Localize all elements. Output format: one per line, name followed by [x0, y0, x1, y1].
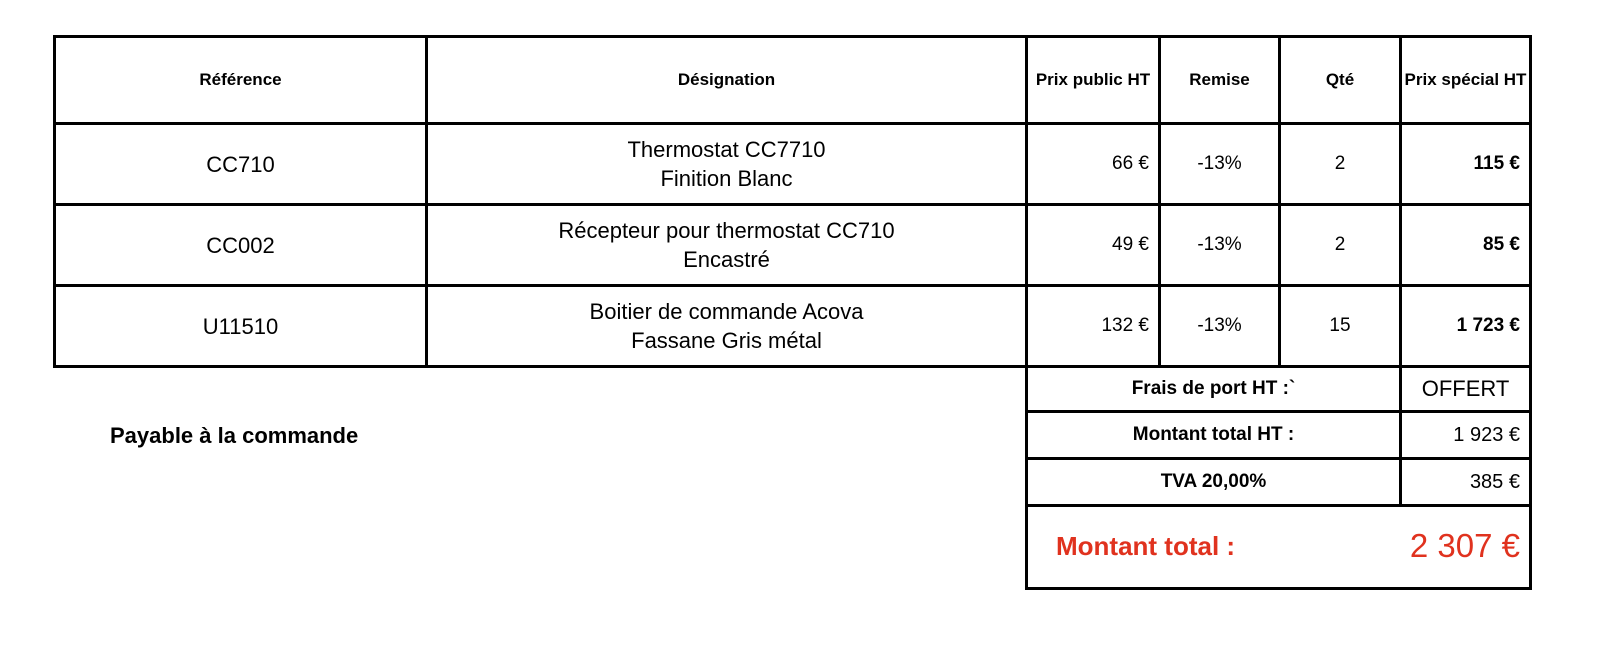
row-prix-public: 49 €	[1112, 234, 1149, 255]
header-prix-public: Prix public HT	[1035, 70, 1151, 89]
payment-note: Payable à la commande	[110, 423, 359, 448]
header-remise: Remise	[1189, 70, 1250, 89]
header-designation: Désignation	[677, 70, 776, 89]
row-designation-line1: Récepteur pour thermostat CC710	[558, 218, 895, 243]
tva-label: TVA 20,00%	[1160, 471, 1267, 492]
row-designation	[428, 287, 1025, 365]
montant-ht-value: 1 923 €	[1453, 423, 1520, 446]
row-designation	[428, 125, 1025, 203]
row-reference: CC710	[206, 151, 275, 177]
totals-border-bottom	[1025, 587, 1532, 590]
montant-total-label: Montant total :	[1056, 531, 1236, 561]
tva-value: 385 €	[1469, 470, 1520, 493]
row-remise: -13%	[1197, 234, 1242, 255]
row-designation	[428, 206, 1025, 284]
row-reference: CC002	[206, 232, 275, 258]
row-designation-line1: Boitier de commande Acova	[589, 299, 864, 324]
row-prix-special: 115 €	[1473, 153, 1520, 174]
row-designation-line1: Thermostat CC7710	[627, 137, 826, 162]
row-remise: -13%	[1197, 315, 1242, 336]
row-designation-line2: Fassane Gris métal	[631, 328, 822, 353]
frais-port-value: OFFERT	[1421, 376, 1510, 401]
header-reference: Référence	[199, 70, 282, 89]
header-qte: Qté	[1325, 70, 1355, 89]
montant-total-value: 2 307 €	[1409, 527, 1520, 564]
row-prix-public: 66 €	[1112, 153, 1149, 174]
row-designation-line2: Finition Blanc	[660, 166, 793, 191]
header-prix-special: Prix spécial HT	[1404, 70, 1527, 89]
row-prix-special: 85 €	[1483, 234, 1520, 255]
row-qte: 15	[1329, 315, 1351, 336]
row-prix-public: 132 €	[1101, 315, 1149, 336]
row-remise: -13%	[1197, 153, 1242, 174]
frais-port-label: Frais de port HT :`	[1131, 378, 1296, 399]
row-designation-line2: Encastré	[683, 247, 770, 272]
row-qte: 2	[1334, 153, 1346, 174]
row-reference: U11510	[202, 313, 279, 339]
row-qte: 2	[1334, 234, 1346, 255]
totals-divider	[1025, 504, 1532, 507]
montant-ht-label: Montant total HT :	[1132, 424, 1295, 445]
row-prix-special: 1 723 €	[1456, 315, 1520, 336]
